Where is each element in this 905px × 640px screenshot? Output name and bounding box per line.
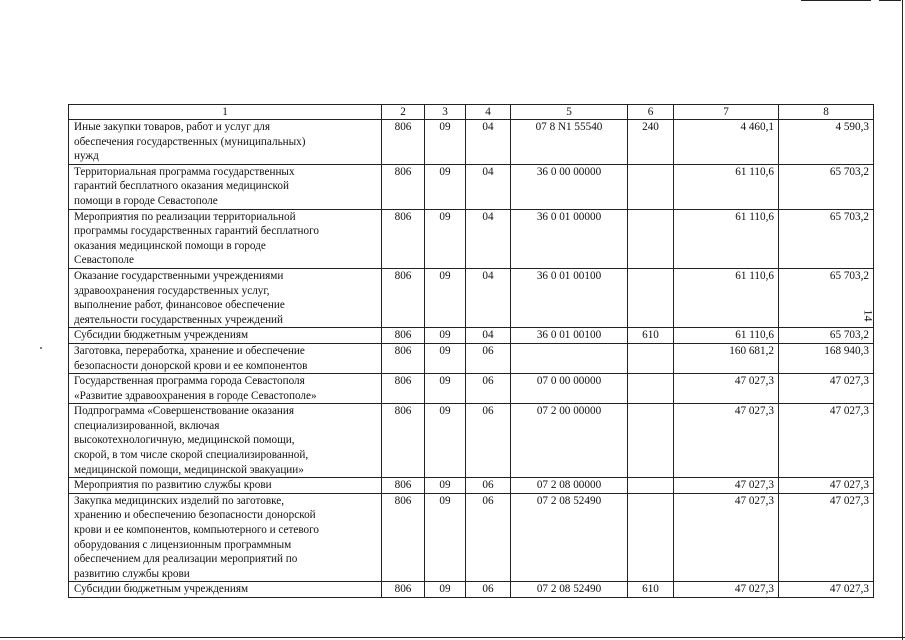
table-row bbox=[69, 209, 874, 268]
table-header-row bbox=[69, 105, 874, 120]
subsection-code-cell: 06 bbox=[466, 582, 511, 598]
target-article-cell: 36 0 00 00000 bbox=[511, 164, 628, 209]
ministry-code-cell: 806 bbox=[382, 120, 425, 165]
ministry-code-cell: 806 bbox=[382, 374, 425, 404]
section-code-cell: 09 bbox=[425, 268, 466, 327]
amount-year-1-cell: 61 110,6 bbox=[674, 209, 779, 268]
budget-table-container bbox=[68, 104, 874, 598]
row-name-line: Заготовка, переработка, хранение и обеспечение bbox=[74, 344, 305, 357]
ministry-code-cell: 806 bbox=[382, 328, 425, 344]
ministry-code-cell: 806 bbox=[382, 343, 425, 373]
row-name-line: оказания медицинской помощи в городе bbox=[74, 239, 266, 252]
row-name-line: Мероприятия по развитию службы крови bbox=[74, 479, 272, 492]
row-name-line: хранению и обеспечению безопасности донорской bbox=[74, 509, 316, 522]
amount-year-1-cell: 47 027,3 bbox=[674, 582, 779, 598]
section-code-cell: 09 bbox=[425, 328, 466, 344]
section-code-cell: 09 bbox=[425, 582, 466, 598]
ministry-code-cell: 806 bbox=[382, 404, 425, 478]
row-name-line: «Развитие здравоохранения в городе Севастополе» bbox=[74, 389, 317, 402]
column-header: 7 bbox=[674, 105, 779, 120]
row-name-line: развитию службы крови bbox=[74, 567, 190, 580]
row-name-line: нужд bbox=[74, 150, 99, 163]
subsection-code-cell: 04 bbox=[466, 328, 511, 344]
target-article-cell: 36 0 01 00100 bbox=[511, 268, 628, 327]
section-code-cell: 09 bbox=[425, 120, 466, 165]
amount-year-2-cell: 4 590,3 bbox=[779, 120, 874, 165]
section-code-cell: 09 bbox=[425, 209, 466, 268]
amount-year-2-cell: 47 027,3 bbox=[779, 374, 874, 404]
target-article-cell: 07 0 00 00000 bbox=[511, 374, 628, 404]
row-name-line: Территориальная программа государственных bbox=[74, 165, 295, 178]
column-header: 3 bbox=[425, 105, 466, 120]
subsection-code-cell: 06 bbox=[466, 404, 511, 478]
row-name-cell bbox=[69, 328, 382, 344]
amount-year-2-cell: 65 703,2 bbox=[779, 164, 874, 209]
row-name-cell bbox=[69, 404, 382, 478]
row-name-line: Иные закупки товаров, работ и услуг для bbox=[74, 121, 271, 133]
expense-type-cell: 610 bbox=[628, 328, 674, 344]
table-row bbox=[69, 404, 874, 478]
target-article-cell bbox=[511, 343, 628, 373]
section-code-cell: 09 bbox=[425, 343, 466, 373]
amount-year-1-cell: 160 681,2 bbox=[674, 343, 779, 373]
row-name-cell bbox=[69, 374, 382, 404]
section-code-cell: 09 bbox=[425, 164, 466, 209]
subsection-code-cell: 06 bbox=[466, 478, 511, 494]
row-name-line: Подпрограмма «Совершенствование оказания bbox=[74, 405, 295, 418]
amount-year-1-cell: 47 027,3 bbox=[674, 404, 779, 478]
amount-year-1-cell: 61 110,6 bbox=[674, 164, 779, 209]
amount-year-1-cell: 47 027,3 bbox=[674, 374, 779, 404]
row-name-cell bbox=[69, 343, 382, 373]
expense-type-cell bbox=[628, 268, 674, 327]
table-row bbox=[69, 268, 874, 327]
expense-type-cell bbox=[628, 343, 674, 373]
expense-type-cell: 610 bbox=[628, 582, 674, 598]
column-header: 4 bbox=[466, 105, 511, 120]
row-name-line: высокотехнологичную, медицинской помощи, bbox=[74, 434, 295, 447]
row-name-line: Севастополе bbox=[74, 254, 134, 267]
column-header: 6 bbox=[628, 105, 674, 120]
scan-edge-mark bbox=[879, 0, 901, 1]
table-row bbox=[69, 493, 874, 582]
table-row bbox=[69, 478, 874, 494]
row-name-line: специализированной, включая bbox=[74, 419, 220, 432]
target-article-cell: 07 8 N1 55540 bbox=[511, 120, 628, 165]
subsection-code-cell: 04 bbox=[466, 268, 511, 327]
column-header: 1 bbox=[69, 105, 382, 120]
scan-edge-mark bbox=[801, 0, 871, 1]
table-row bbox=[69, 374, 874, 404]
row-name-line: выполнение работ, финансовое обеспечение bbox=[74, 299, 285, 312]
row-name-cell bbox=[69, 268, 382, 327]
row-name-line: крови и ее компонентов, компьютерного и сетевого bbox=[74, 524, 320, 537]
amount-year-2-cell: 47 027,3 bbox=[779, 582, 874, 598]
section-code-cell: 09 bbox=[425, 374, 466, 404]
section-code-cell: 09 bbox=[425, 493, 466, 582]
section-code-cell: 09 bbox=[425, 404, 466, 478]
table-row bbox=[69, 343, 874, 373]
target-article-cell: 36 0 01 00100 bbox=[511, 328, 628, 344]
subsection-code-cell: 06 bbox=[466, 343, 511, 373]
row-name-line: программы государственных гарантий бесплатного bbox=[74, 225, 319, 238]
row-name-line: Оказание государственными учреждениями bbox=[74, 269, 284, 282]
expense-type-cell bbox=[628, 164, 674, 209]
expense-type-cell bbox=[628, 374, 674, 404]
row-name-line: медицинской помощи, медицинской эвакуации» bbox=[74, 463, 304, 476]
amount-year-1-cell: 47 027,3 bbox=[674, 478, 779, 494]
ministry-code-cell: 806 bbox=[382, 582, 425, 598]
page-number: 14 bbox=[861, 309, 876, 322]
row-name-cell bbox=[69, 493, 382, 582]
budget-table bbox=[68, 104, 874, 598]
row-name-line: Закупка медицинских изделий по заготовке, bbox=[74, 494, 285, 507]
scan-edge-line bbox=[0, 637, 905, 638]
table-row bbox=[69, 582, 874, 598]
row-name-line: Субсидии бюджетным учреждениям bbox=[74, 329, 249, 342]
amount-year-1-cell: 61 110,6 bbox=[674, 328, 779, 344]
ministry-code-cell: 806 bbox=[382, 209, 425, 268]
row-name-line: скорой, в том числе скорой специализированной, bbox=[74, 449, 309, 462]
column-header: 2 bbox=[382, 105, 425, 120]
target-article-cell: 36 0 01 00000 bbox=[511, 209, 628, 268]
amount-year-2-cell: 65 703,2 bbox=[779, 209, 874, 268]
expense-type-cell bbox=[628, 209, 674, 268]
subsection-code-cell: 04 bbox=[466, 164, 511, 209]
amount-year-2-cell: 47 027,3 bbox=[779, 404, 874, 478]
row-name-cell bbox=[69, 209, 382, 268]
expense-type-cell: 240 bbox=[628, 120, 674, 165]
table-row bbox=[69, 328, 874, 344]
subsection-code-cell: 06 bbox=[466, 493, 511, 582]
row-name-cell bbox=[69, 478, 382, 494]
row-name-line: оборудования с лицензионным программным bbox=[74, 538, 292, 551]
subsection-code-cell: 04 bbox=[466, 209, 511, 268]
scan-speck bbox=[40, 347, 42, 349]
row-name-cell bbox=[69, 120, 382, 165]
row-name-cell bbox=[69, 582, 382, 598]
target-article-cell: 07 2 08 52490 bbox=[511, 582, 628, 598]
target-article-cell: 07 2 08 00000 bbox=[511, 478, 628, 494]
row-name-line: обеспечением для реализации мероприятий по bbox=[74, 553, 298, 566]
row-name-line: Государственная программа города Севастополя bbox=[74, 375, 305, 388]
expense-type-cell bbox=[628, 404, 674, 478]
ministry-code-cell: 806 bbox=[382, 268, 425, 327]
table-row bbox=[69, 164, 874, 209]
amount-year-2-cell: 47 027,3 bbox=[779, 478, 874, 494]
column-header: 8 bbox=[779, 105, 874, 120]
section-code-cell: 09 bbox=[425, 478, 466, 494]
amount-year-2-cell: 168 940,3 bbox=[779, 343, 874, 373]
target-article-cell: 07 2 00 00000 bbox=[511, 404, 628, 478]
ministry-code-cell: 806 bbox=[382, 164, 425, 209]
row-name-line: помощи в городе Севастополе bbox=[74, 194, 218, 207]
row-name-cell bbox=[69, 164, 382, 209]
amount-year-2-cell: 47 027,3 bbox=[779, 493, 874, 582]
table-row bbox=[69, 120, 874, 165]
row-name-line: деятельности государственных учреждений bbox=[74, 313, 284, 326]
ministry-code-cell: 806 bbox=[382, 493, 425, 582]
expense-type-cell bbox=[628, 493, 674, 582]
row-name-line: безопасности донорской крови и ее компонентов bbox=[74, 359, 308, 372]
amount-year-2-cell: 65 703,2 bbox=[779, 268, 874, 327]
row-name-line: Субсидии бюджетным учреждениям bbox=[74, 583, 249, 596]
subsection-code-cell: 04 bbox=[466, 120, 511, 165]
column-header: 5 bbox=[511, 105, 628, 120]
expense-type-cell bbox=[628, 478, 674, 494]
subsection-code-cell: 06 bbox=[466, 374, 511, 404]
amount-year-1-cell: 61 110,6 bbox=[674, 268, 779, 327]
target-article-cell: 07 2 08 52490 bbox=[511, 493, 628, 582]
row-name-line: гарантий бесплатного оказания медицинской bbox=[74, 180, 290, 193]
ministry-code-cell: 806 bbox=[382, 478, 425, 494]
amount-year-1-cell: 47 027,3 bbox=[674, 493, 779, 582]
table-body bbox=[69, 120, 874, 598]
row-name-line: здравоохранения государственных услуг, bbox=[74, 284, 270, 297]
amount-year-1-cell: 4 460,1 bbox=[674, 120, 779, 165]
row-name-line: обеспечения государственных (муниципальных) bbox=[74, 135, 306, 148]
scan-edge-line bbox=[902, 0, 903, 640]
row-name-line: Мероприятия по реализации территориальной bbox=[74, 210, 296, 223]
amount-year-2-cell: 65 703,2 bbox=[779, 328, 874, 344]
